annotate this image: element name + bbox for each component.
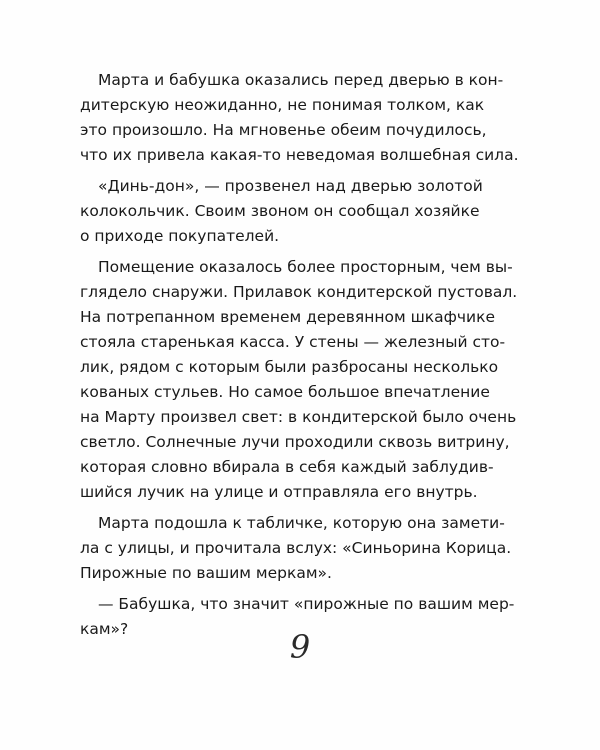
- paragraph: [80, 68, 520, 168]
- text-line: на Марту произвел свет: в кондитерской было очень: [80, 408, 517, 426]
- text-line: Пирожные по вашим меркам».: [80, 564, 332, 582]
- text-line: глядело снаружи. Прилавок кондитерской пустовал.: [80, 283, 518, 301]
- page-number: 9: [289, 628, 311, 666]
- text-line: стояла старенькая касса. У стены — железный сто-: [80, 333, 506, 351]
- paragraph: [80, 174, 520, 249]
- text-line: лик, рядом с которым были разбросаны несколько: [80, 358, 499, 376]
- text-line: что их привела какая-то неведомая волшебная сила.: [80, 146, 519, 164]
- text-line: кам»?: [80, 620, 129, 638]
- text-line: «Динь-дон», — прозвенел над дверью золотой: [98, 177, 483, 195]
- text-line: ла с улицы, и прочитала вслух: «Синьорина Корица.: [80, 539, 512, 557]
- text-line: — Бабушка, что значит «пирожные по вашим мер-: [98, 595, 515, 613]
- text-line: светло. Солнечные лучи проходили сквозь витрину,: [80, 433, 510, 451]
- text-line: На потрепанном временем деревянном шкафчике: [80, 308, 496, 326]
- text-line: Марта и бабушка оказались перед дверью в кон-: [98, 71, 504, 89]
- text-line: дитерскую неожиданно, не понимая толком, как: [80, 96, 485, 114]
- text-line: Помещение оказалось более просторным, чем вы-: [98, 258, 513, 276]
- paragraph: [80, 255, 520, 505]
- body-text: [80, 68, 520, 648]
- text-line: шийся лучик на улице и отправляла его внутрь.: [80, 483, 478, 501]
- text-line: Марта подошла к табличке, которую она замети-: [98, 514, 505, 532]
- text-line: колокольчик. Своим звоном он сообщал хозяйке: [80, 202, 480, 220]
- text-line: это произошло. На мгновенье обеим почудилось,: [80, 121, 487, 139]
- text-line: которая словно вбирала в себя каждый заблудив-: [80, 458, 494, 476]
- text-line: о приходе покупателей.: [80, 227, 280, 245]
- text-line: кованых стульев. Но самое большое впечатление: [80, 383, 490, 401]
- paragraph: [80, 511, 520, 586]
